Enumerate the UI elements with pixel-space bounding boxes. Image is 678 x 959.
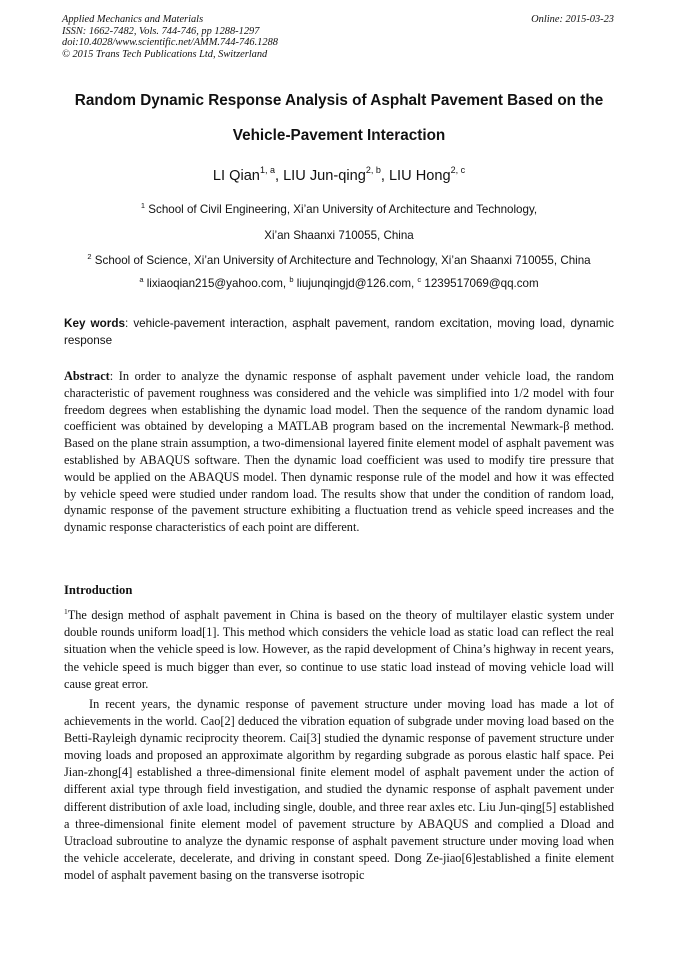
footnote-sup: 1	[64, 607, 68, 616]
introduction-paragraph-2: In recent years, the dynamic response of pavement structure under moving load has made a lot of achievements in the world. Cao[2] deduced the vibration equation of subgrade under moving load based on the Betti-Rayleigh dynamic reciprocity theorem. Cai[3] studied the dynamic response of pavement structure under moving loads and proposed an approximate algorithm by regarding subgrade as porous elastic half space. Pei Jian-zhong[4] established a three-dimensional finite element model of asphalt pavement under the action of different axial type through field investigation, and studied the dynamic response of asphalt pavement under different distribution of axle load, including single, double, and three rear axles etc. Liu Jun-qing[5] established a three-dimensional finite element model of pavement structure by ABAQUS and complied a Dload and Utracload subroutine to analyze the dynamic response of asphalt pavement structure under moving load when the vehicle accelerate, decelerate, and driving in constant speed. Dong Ze-jiao[6]established a finite element model of asphalt pavement basing on the transverse isotropic	[64, 697, 614, 882]
author-name: LIU Hong	[388, 168, 451, 184]
author-separator: ,	[380, 168, 389, 184]
affiliation-text: School of Science, Xi’an University of Architecture and Technology, Xi’an Shaanxi 710055, China	[91, 254, 591, 267]
keywords-text: : vehicle-pavement interaction, asphalt pavement, random excitation, moving load, dynamic response	[64, 317, 614, 347]
email-address[interactable]: liujunqingjd@126.com,	[293, 277, 418, 290]
copyright-line: © 2015 Trans Tech Publications Ltd, Switzerland	[62, 48, 268, 60]
abstract	[64, 368, 614, 536]
affiliation-1-line-2: Xi’an Shaanxi 710055, China	[264, 229, 414, 242]
paragraph-text: The design method of asphalt pavement in China is based on the theory of multilayer elastic system under double rounds uniform load[1]. This method which considers the vehicle load as static load can reflect the real situation when the vehicle speed is low. However, as the rapid development of China’s highway in recent years, the vehicle speed is much bigger than ever, so continue to use static load instead of moving vehicle load will cause great error.	[64, 608, 614, 691]
journal-name: Applied Mechanics and Materials	[62, 14, 204, 25]
journal-header	[62, 14, 614, 60]
affiliation-sup: 2	[87, 252, 92, 261]
email-sup: a	[139, 275, 144, 284]
issn-line: ISSN: 1662-7482, Vols. 744-746, pp 1288-1297	[62, 25, 260, 37]
section-heading-introduction: Introduction	[64, 583, 133, 597]
author-name: LIU Jun-qing	[283, 168, 366, 184]
abstract-text: : In order to analyze the dynamic response of asphalt pavement under vehicle load, the random characteristic of pavement roughness was considered and the vehicle was simplified into 1/2 model with four freedom degrees when establishing the dynamic load model. Then the sequence of the random dynamic load coefficient was obtained by developing a MATLAB program based on the incremental Newmark-β method. Based on the plane strain assumption, a two-dimensional layered finite element model of asphalt pavement was established by ABAQUS software. Then the dynamic load coefficient was used to modify tire pressure that would be applied on the ABAQUS model. Then dynamic response rule of the model and how it was effected by vehicle speed were studied under random load. The results show that under the condition of random load, dynamic response of the pavement structure exhibiting a fluctuation trend as vehicle speed increases and the dynamic response characteristics of each point are different.	[64, 369, 614, 535]
keywords	[64, 316, 614, 350]
author-affiliation-sup: 1, a	[259, 165, 275, 175]
author-separator: ,	[274, 168, 284, 184]
email-sup: b	[289, 275, 294, 284]
author-name: LI Qian	[212, 168, 260, 184]
introduction-paragraph-1	[64, 607, 614, 693]
affiliation-2	[20, 254, 658, 267]
affiliation-text: School of Civil Engineering, Xi’an University of Architecture and Technology,	[145, 203, 538, 216]
doi-line: doi:10.4028/www.scientific.net/AMM.744-746.1288	[62, 37, 278, 49]
email-list	[20, 277, 658, 290]
affiliation-1-line-1	[20, 203, 658, 216]
paper-title-line-2: Vehicle-Pavement Interaction	[232, 127, 446, 144]
paper-title-line-1: Random Dynamic Response Analysis of Asphalt Pavement Based on the	[74, 92, 604, 109]
email-address[interactable]: 1239517069@qq.com	[421, 277, 539, 290]
author-affiliation-sup: 2, c	[450, 165, 466, 175]
abstract-label: Abstract	[64, 369, 110, 383]
email-sup: c	[417, 275, 422, 284]
online-date: Online: 2015-03-23	[531, 14, 614, 25]
email-address[interactable]: lixiaoqian215@yahoo.com,	[143, 277, 290, 290]
author-affiliation-sup: 2, b	[365, 165, 381, 175]
affiliation-sup: 1	[140, 201, 146, 210]
author-list	[20, 165, 658, 184]
keywords-label: Key words	[64, 317, 125, 330]
